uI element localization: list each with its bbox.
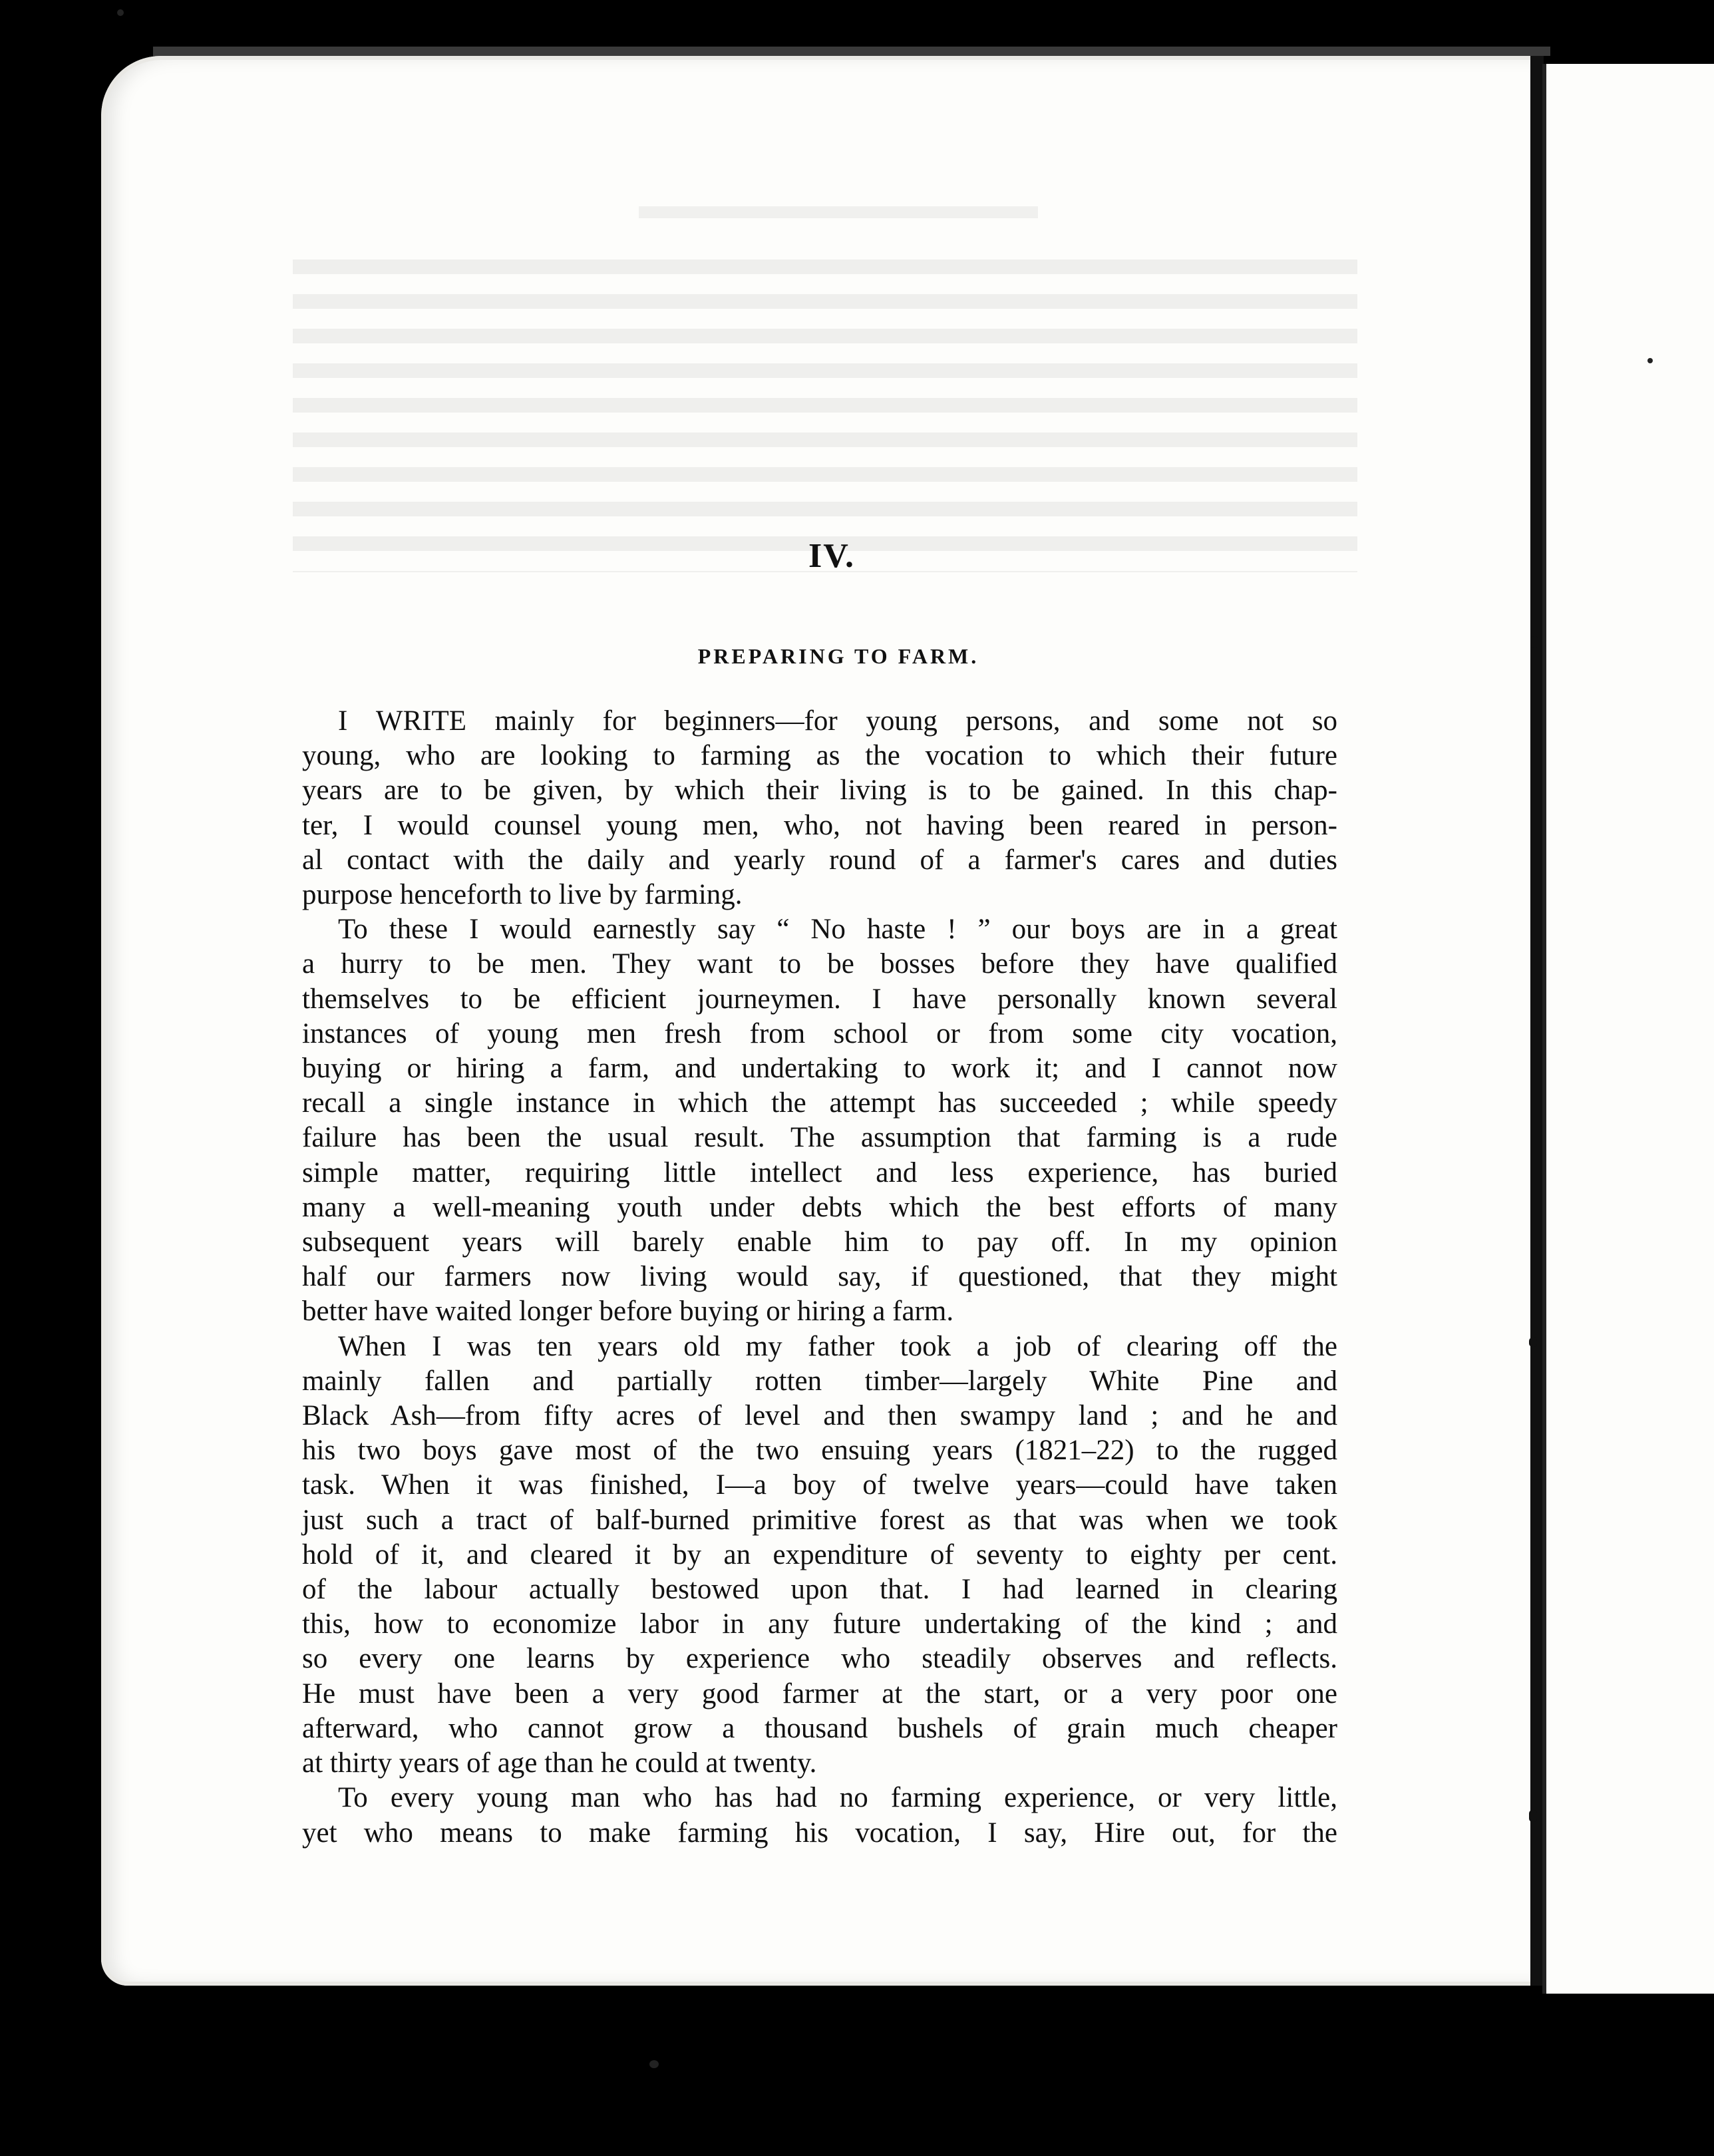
- chapter-title: PREPARING TO FARM.: [697, 644, 979, 668]
- paragraph: [302, 704, 1337, 912]
- chapter-number: IV.: [808, 537, 856, 575]
- book-gutter: [1530, 56, 1544, 1986]
- text-line: He must have been a very good farmer at the start, or a very poor one: [302, 1678, 1337, 1709]
- text-line: a hurry to be men. They want to be bosses before they have qualified: [302, 948, 1337, 980]
- text-line: young, who are looking to farming as the vocation to which their future: [302, 740, 1337, 772]
- text-line: buying or hiring a farm, and undertaking to work it; and I cannot now: [302, 1053, 1337, 1085]
- text-line: When I was ten years old my father took a job of clearing off the: [338, 1330, 1337, 1362]
- text-line: half our farmers now living would say, if questioned, that they might: [302, 1261, 1337, 1293]
- dust-speck: [117, 9, 124, 16]
- dust-speck: [649, 2060, 659, 2068]
- page-top-edge: [153, 47, 1550, 56]
- text-line: task. When it was finished, I—a boy of twelve years—could have taken: [302, 1469, 1337, 1501]
- text-line: recall a single instance in which the attempt has succeeded ; while speedy: [302, 1087, 1337, 1119]
- text-line: years are to be given, by which their living is to be gained. In this chap-: [302, 775, 1337, 807]
- edge-mark: [1529, 1338, 1537, 1347]
- edge-mark: [1530, 636, 1538, 648]
- text-line: failure has been the usual result. The assumption that farming is a rude: [302, 1122, 1337, 1154]
- text-line: just such a tract of balf-burned primitive forest as that was when we took: [302, 1504, 1337, 1536]
- text-line: so every one learns by experience who steadily observes and reflects.: [302, 1643, 1337, 1675]
- chapter-body: [302, 704, 1337, 1851]
- text-line: simple matter, requiring little intellect and less experience, has buried: [302, 1157, 1337, 1188]
- text-line: ter, I would counsel young men, who, not having been reared in person-: [302, 809, 1337, 841]
- text-line: I WRITE mainly for beginners—for young persons, and some not so: [338, 705, 1337, 737]
- text-line: many a well-meaning youth under debts which the best efforts of many: [302, 1191, 1337, 1223]
- edge-mark: [1529, 1810, 1537, 1822]
- text-line: purpose henceforth to live by farming.: [302, 879, 743, 911]
- text-line: yet who means to make farming his vocation, I say, Hire out, for the: [302, 1817, 1337, 1849]
- text-line: themselves to be efficient journeymen. I have personally known several: [302, 983, 1337, 1015]
- text-line: this, how to economize labor in any future undertaking of the kind ; and: [302, 1608, 1337, 1640]
- text-line: instances of young men fresh from school or from some city vocation,: [302, 1017, 1337, 1049]
- text-line: al contact with the daily and yearly round of a farmer's cares and duties: [302, 844, 1337, 876]
- text-line: at thirty years of age than he could at twenty.: [302, 1747, 817, 1779]
- facing-page-edge: [1542, 64, 1714, 1994]
- text-line: of the labour actually bestowed upon that. I had learned in clearing: [302, 1574, 1337, 1606]
- paragraph: [302, 912, 1337, 1329]
- text-line: subsequent years will barely enable him to pay off. In my opinion: [302, 1226, 1337, 1258]
- text-line: hold of it, and cleared it by an expenditure of seventy to eighty per cent.: [302, 1538, 1337, 1570]
- text-line: mainly fallen and partially rotten timber—largely White Pine and: [302, 1365, 1337, 1397]
- text-line: To these I would earnestly say “ No haste ! ” our boys are in a great: [338, 914, 1337, 946]
- text-line: better have waited longer before buying or hiring a farm.: [302, 1296, 954, 1328]
- text-line: To every young man who has had no farming experience, or very little,: [338, 1782, 1337, 1814]
- paragraph: [302, 1781, 1337, 1850]
- bleed-through-header: [639, 206, 1038, 218]
- text-line: his two boys gave most of the two ensuing years (1821–22) to the rugged: [302, 1435, 1337, 1467]
- bleed-through-text: [293, 260, 1357, 572]
- text-line: afterward, who cannot grow a thousand bushels of grain much cheaper: [302, 1712, 1337, 1744]
- dust-speck: [1647, 358, 1653, 363]
- text-line: Black Ash—from fifty acres of level and then swampy land ; and he and: [302, 1400, 1337, 1432]
- paragraph: [302, 1330, 1337, 1781]
